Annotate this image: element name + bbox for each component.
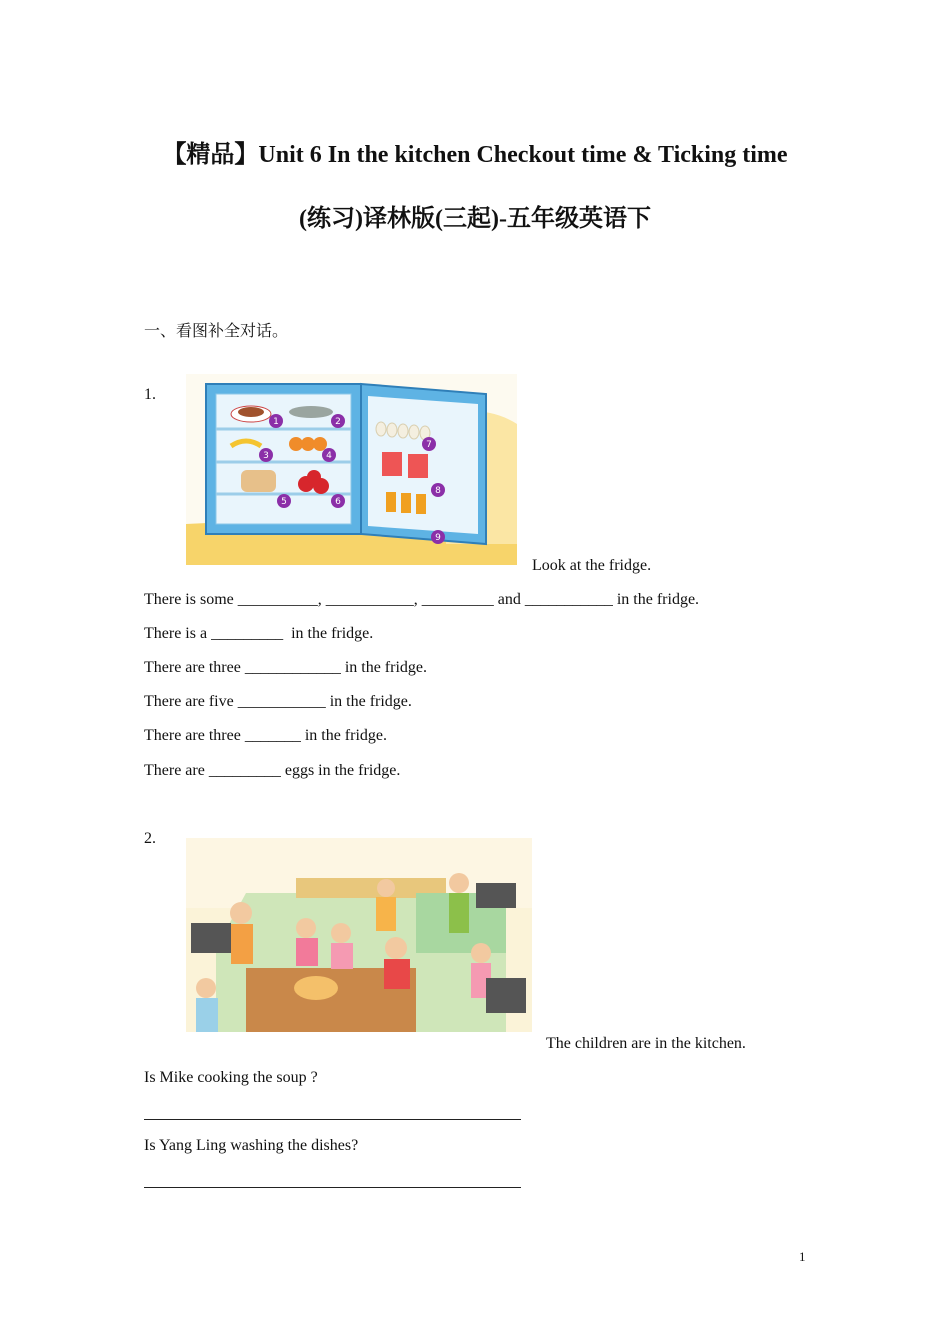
doc-title-line2: (练习)译林版(三起)-五年级英语下 — [299, 206, 651, 232]
q2-question-1: Is Mike cooking the soup ? — [144, 1069, 318, 1086]
q1-line-1: There is some __________, ___________, _________ and ___________ in the fridge. — [144, 591, 700, 608]
doc-title-line1: 【精品】Unit 6 In the kitchen Checkout time & Ticking time — [162, 142, 788, 168]
fridge-label-4: 4 — [326, 451, 332, 461]
page-number: 1 — [799, 1249, 806, 1264]
q1-line-3: There are three ____________ in the fridge. — [144, 659, 428, 676]
q2-question-2: Is Yang Ling washing the dishes? — [144, 1137, 359, 1154]
fridge-label-8: 8 — [435, 486, 441, 496]
fridge-label-9: 9 — [435, 533, 441, 543]
q2-answer-line-1[interactable] — [144, 1119, 521, 1120]
q1-caption: Look at the fridge. — [532, 557, 652, 574]
question-number-2: 2. — [144, 830, 156, 847]
fridge-illustration — [186, 374, 517, 565]
q1-line-2: There is a _________ in the fridge. — [144, 625, 374, 642]
q1-line-4: There are five ___________ in the fridge. — [144, 693, 412, 710]
fridge-label-3: 3 — [263, 451, 269, 461]
q1-line-5: There are three _______ in the fridge. — [144, 727, 388, 744]
q1-line-6: There are _________ eggs in the fridge. — [144, 762, 401, 779]
section-heading: 一、看图补全对话。 — [144, 323, 289, 340]
fridge-label-6: 6 — [335, 497, 341, 507]
question-number-1: 1. — [144, 386, 156, 403]
fridge-label-2: 2 — [335, 417, 341, 427]
q2-answer-line-2[interactable] — [144, 1187, 521, 1188]
fridge-label-7: 7 — [426, 440, 432, 450]
q2-caption: The children are in the kitchen. — [546, 1035, 746, 1052]
fridge-label-1: 1 — [273, 417, 279, 427]
fridge-label-5: 5 — [281, 497, 287, 507]
kitchen-illustration — [186, 838, 532, 1032]
